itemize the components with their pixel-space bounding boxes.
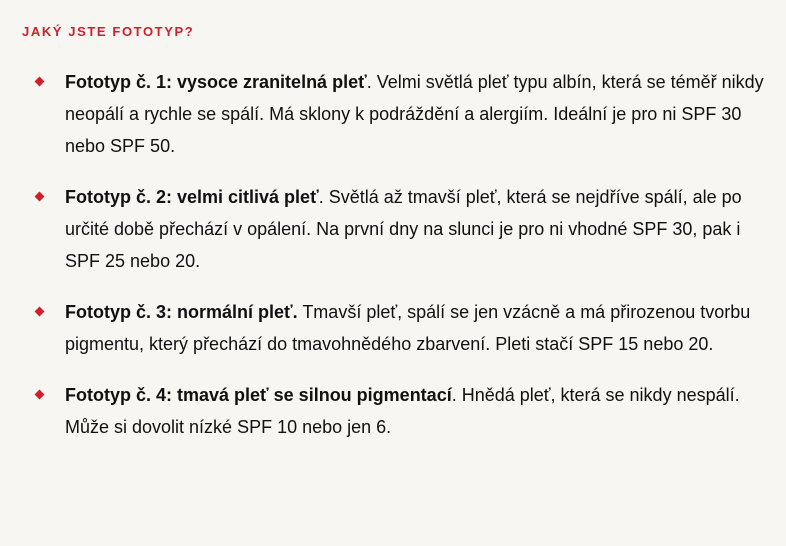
item-title: Fototyp č. 2: velmi citlivá pleť — [65, 187, 319, 207]
item-text: Tmavší pleť, spálí se jen vzácně a má přirozenou tvorbu pigmentu, který přechází do tmavohnědého zbarvení. Pleti stačí SPF 15 nebo 20. — [65, 302, 751, 354]
diamond-bullet-icon — [35, 307, 45, 317]
item-title: Fototyp č. 3: normální pleť. — [65, 302, 298, 322]
list-item — [22, 296, 766, 360]
list-item — [22, 181, 766, 277]
item-text: . Velmi světlá pleť typu albín, která se téměř nikdy neopálí a rychle se spálí. Má sklony k podráždění a alergiím. Ideální je pro ni SPF 30 nebo SPF 50. — [65, 72, 764, 156]
diamond-bullet-icon — [35, 77, 45, 87]
diamond-bullet-icon — [35, 390, 45, 400]
section-heading: JAKÝ JSTE FOTOTYP? — [22, 24, 195, 39]
list-item — [22, 66, 766, 162]
list-item — [22, 379, 766, 443]
item-text: . Světlá až tmavší pleť, která se nejdříve spálí, ale po určité době přechází v opálení. Na první dny na slunci je pro ni vhodné SPF 30, pak i SPF 25 nebo 20. — [65, 187, 742, 271]
item-title: Fototyp č. 4: tmavá pleť se silnou pigmentací — [65, 385, 452, 405]
item-text: . Hnědá pleť, která se nikdy nespálí. Může si dovolit nízké SPF 10 nebo jen 6. — [65, 385, 740, 437]
item-title: Fototyp č. 1: vysoce zranitelná pleť — [65, 72, 367, 92]
diamond-bullet-icon — [35, 192, 45, 202]
fototyp-list — [22, 66, 766, 443]
